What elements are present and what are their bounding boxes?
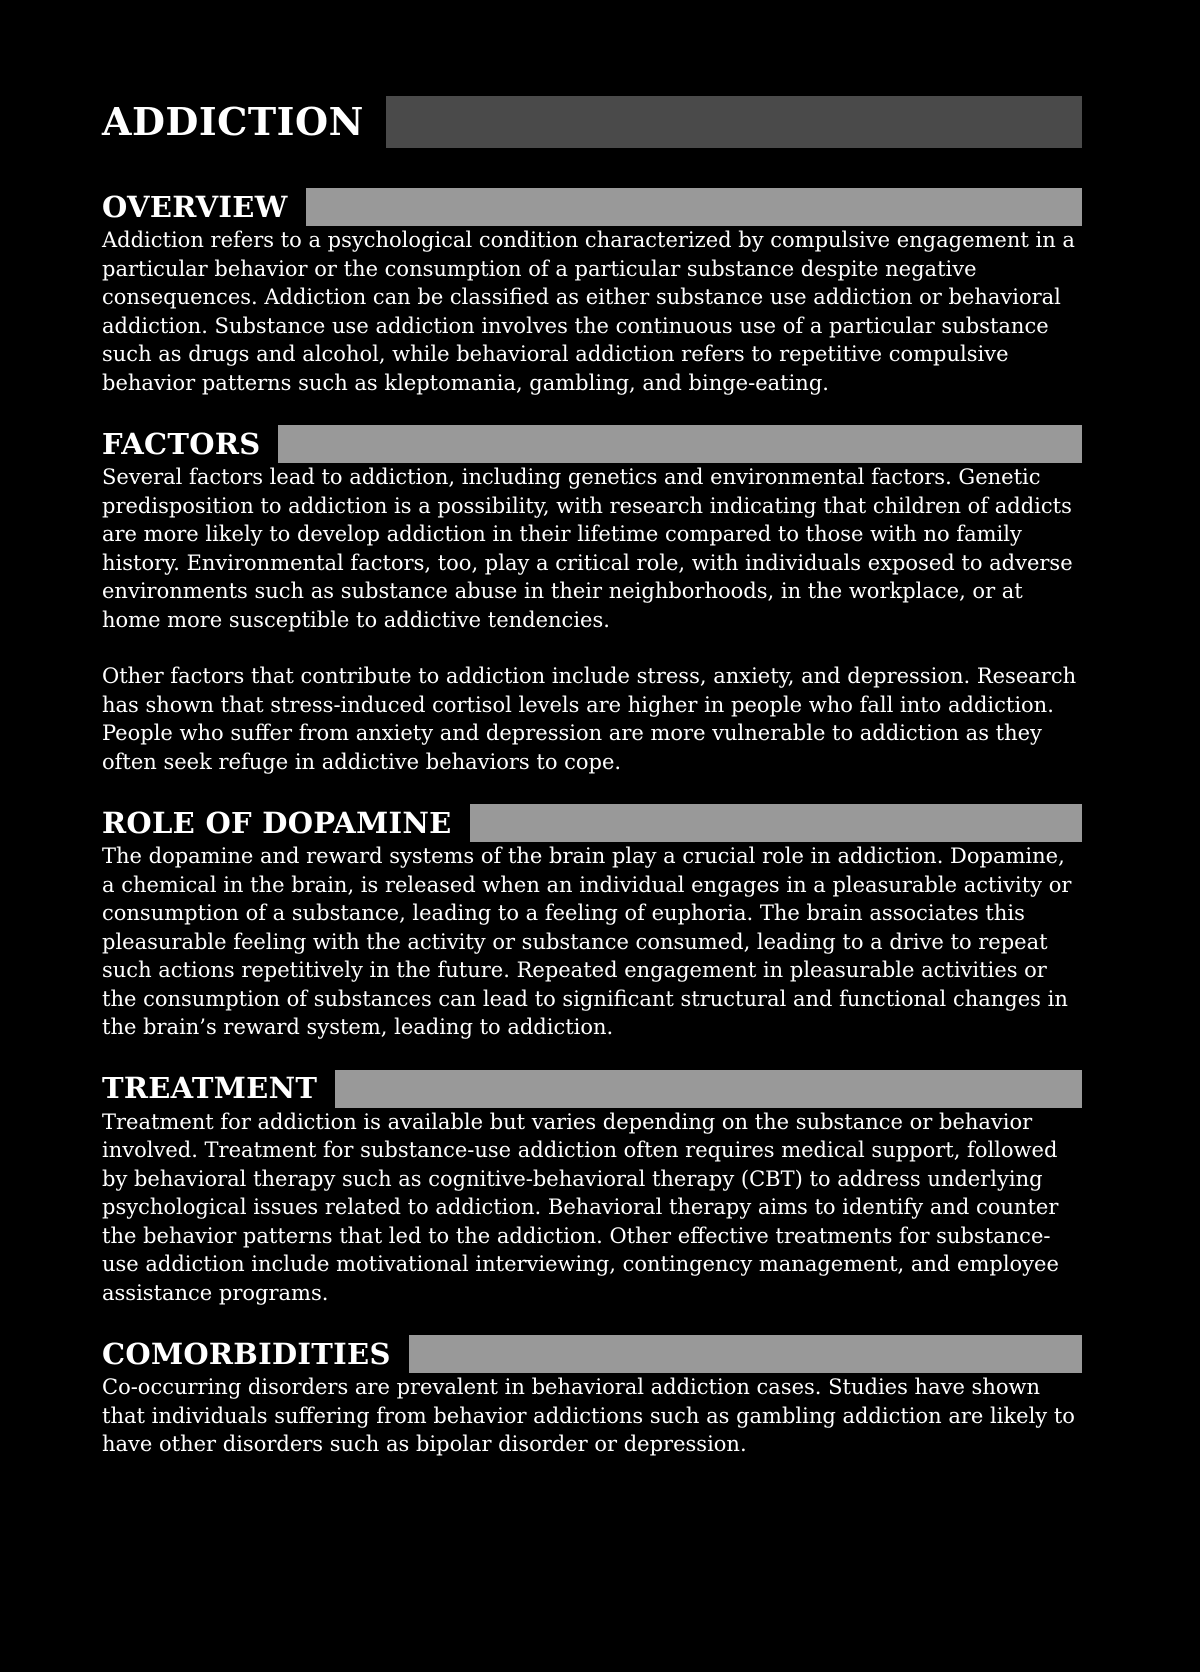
section-heading-treatment: TREATMENT [102, 1071, 318, 1105]
heading-decorative-bar [470, 804, 1082, 842]
section-overview [102, 188, 1082, 397]
treatment-paragraph: Treatment for addiction is available but varies depending on the substance or behavior involved. Treatment for substance-use addiction often requires medical support, followed by behavioral therapy such as cognitive-behavioral therapy (CBT) to address underlying psychological issues related to addiction. Behavioral therapy aims to identify and counter the behavior patterns that led to the addiction. Other effective treatments for substance-use addiction include motivational interviewing, contingency management, and employee assistance programs. [102, 1109, 1059, 1305]
factors-paragraph-1: Several factors lead to addiction, including genetics and environmental factors. Genetic predisposition to addiction is a possibility, with research indicating that children of addicts are more likely to develop addiction in their lifetime compared to those with no family history. Environmental factors, too, play a critical role, with individuals exposed to adverse environments such as substance abuse in their neighborhoods, in the workplace, or at home more susceptible to addictive tendencies. [102, 465, 1073, 632]
section-heading-overview: OVERVIEW [102, 189, 288, 224]
section-heading-row [102, 188, 1082, 226]
overview-paragraph: Addiction refers to a psychological condition characterized by compulsive engagement in a particular behavior or the consumption of a particular substance despite negative consequences. Addiction can be classified as either substance use addiction or behavioral addiction. Substance use addiction involves the continuous use of a particular substance such as drugs and alcohol, while behavioral addiction refers to repetitive compulsive behavior patterns such as kleptomania, gambling, and binge-eating. [102, 228, 1075, 395]
section-heading-row [102, 1070, 1082, 1108]
section-heading-factors: FACTORS [102, 426, 261, 461]
section-treatment [102, 1070, 1082, 1308]
title-row [102, 92, 1082, 152]
section-role-of-dopamine [102, 804, 1082, 1042]
section-heading-role-of-dopamine: ROLE OF DOPAMINE [102, 805, 452, 840]
comorbidities-paragraph: Co-occurring disorders are prevalent in behavioral addiction cases. Studies have shown that individuals suffering from behavior addictions such as gambling addiction are likely to have other disorders such as bipolar disorder or depression. [102, 1375, 1075, 1456]
section-heading-row [102, 425, 1082, 463]
section-heading-row [102, 1335, 1082, 1373]
section-heading-row [102, 804, 1082, 842]
section-comorbidities [102, 1335, 1082, 1459]
heading-decorative-bar [335, 1070, 1082, 1108]
factors-paragraph-2: Other factors that contribute to addiction include stress, anxiety, and depression. Research has shown that stress-induced cortisol levels are higher in people who fall into addiction. People who suffer from anxiety and depression are more vulnerable to addiction as they often seek refuge in addictive behaviors to cope. [102, 664, 1077, 774]
document-page [102, 92, 1082, 1487]
heading-decorative-bar [306, 188, 1082, 226]
heading-decorative-bar [409, 1335, 1082, 1373]
heading-decorative-bar [278, 425, 1082, 463]
section-heading-comorbidities: COMORBIDITIES [102, 1336, 391, 1371]
title-decorative-bar [386, 96, 1082, 148]
page-title: ADDICTION [102, 99, 364, 144]
dopamine-paragraph: The dopamine and reward systems of the brain play a crucial role in addiction. Dopamine, a chemical in the brain, is released when an individual engages in a pleasurable activity or consumption of a substance, leading to a feeling of euphoria. The brain associates this pleasurable feeling with the activity or substance consumed, leading to a drive to repeat such actions repetitively in the future. Repeated engagement in pleasurable activities or the consumption of substances can lead to significant structural and functional changes in the brain’s reward system, leading to addiction. [102, 844, 1072, 1039]
section-factors [102, 425, 1082, 776]
